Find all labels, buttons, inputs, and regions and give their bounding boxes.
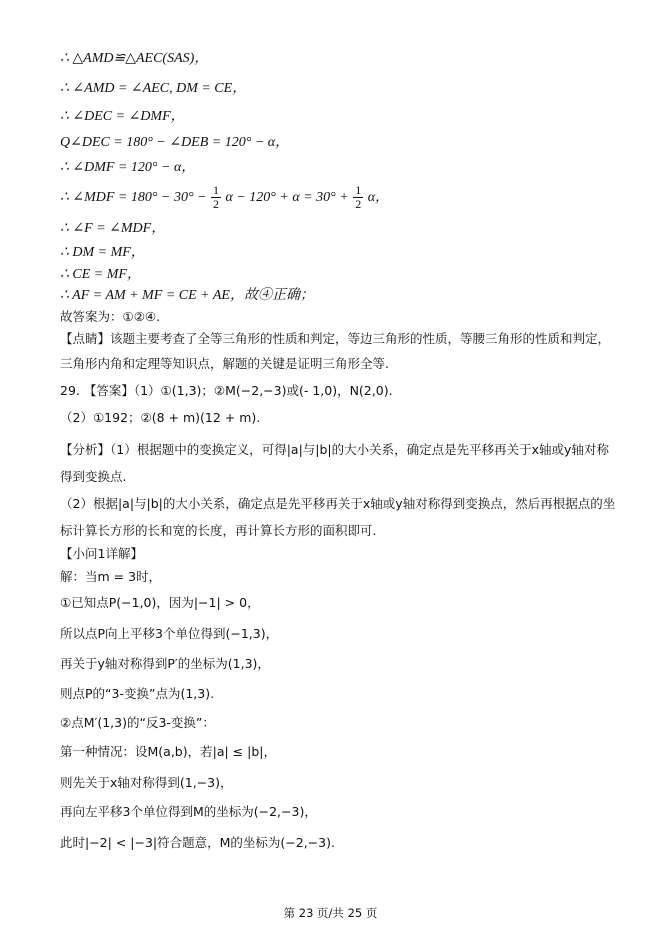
- proof-line-5: ∴ ∠DMF = 120° − α，: [60, 160, 196, 175]
- proof-line-10: ∴ AF = AM + MF = CE + AE，故④正确；: [60, 288, 314, 303]
- answer-line: 故答案为：①②④.: [60, 309, 161, 324]
- solution-line-2: ①已知点P(−1,0)，因为|−1| > 0，: [60, 595, 260, 610]
- solution-line-7: 第一种情况：设M(a,b)，若|a| ≤ |b|，: [60, 744, 276, 759]
- q29-answer-part-2: （2）①192；②(8 + m)(12 + m).: [60, 410, 261, 425]
- mdf-part-3: α，: [367, 190, 390, 205]
- solution-line-1: 解：当m = 3时，: [60, 569, 162, 584]
- q29-answer: 29. 【答案】（1）①(1,3)；②M(−2,−3)或(- 1,0)，N(2,0).: [60, 383, 393, 398]
- key-point-paragraph: 【点睛】该题主要考查了全等三角形的性质和判定，等边三角形的性质，等腰三角形的性质和判定，三角形内角和定理等知识点，解题的关键是证明三角形全等.: [60, 331, 611, 371]
- analysis-paragraph-2: （2）根据|a|与|b|的大小关系，确定点是先平移再关于x轴或y轴对称得到变换点，然后再根据点的坐标计算长方形的长和宽的长度，再计算长方形的面积即可.: [60, 496, 616, 538]
- solution-line-5: 则点P的“3-变换”点为(1,3).: [60, 686, 215, 701]
- proof-line-8: ∴ DM = MF，: [60, 245, 145, 260]
- fraction-half-2: $\frac{1}{2}$: [355, 183, 362, 212]
- solution-line-3: 所以点P向上平移3个单位得到(−1,3)，: [60, 626, 279, 641]
- solution-line-4: 再关于y轴对称得到P′的坐标为(1,3)，: [60, 656, 270, 671]
- page-number-footer: 第 23 页/共 25 页: [283, 906, 378, 920]
- proof-line-7: ∴ ∠F = ∠MDF，: [60, 221, 166, 236]
- proof-line-4: Q∠DEC = 180° − ∠DEB = 120° − α，: [60, 135, 290, 150]
- solution-line-9: 再向左平移3个单位得到M的坐标为(−2,−3)，: [60, 804, 317, 819]
- mdf-part-1: ∴ ∠MDF = 180° − 30° −: [60, 190, 207, 205]
- proof-line-2: ∴ ∠AMD = ∠AEC, DM = CE，: [60, 81, 247, 96]
- solution-line-8: 则先关于x轴对称得到(1,−3)，: [60, 775, 233, 790]
- sub-question-heading: 【小问1详解】: [60, 546, 143, 561]
- analysis-paragraph-1: 【分析】（1）根据题中的变换定义，可得|a|与|b|的大小关系，确定点是先平移再关于x轴或y轴对称得到变换点.: [60, 442, 609, 484]
- proof-line-6: [60, 183, 621, 213]
- solution-line-10: 此时|−2| < |−3|符合题意，M的坐标为(−2,−3).: [60, 835, 335, 850]
- fraction-half-1: $\frac{1}{2}$: [213, 183, 220, 212]
- proof-line-9: ∴ CE = MF，: [60, 267, 141, 282]
- proof-line-1: ∴ △AMD≌△AEC(SAS)，: [60, 51, 209, 66]
- mdf-part-2: α − 120° + α = 30° +: [225, 190, 349, 205]
- proof-line-3: ∴ ∠DEC = ∠DMF，: [60, 109, 185, 124]
- solution-line-6: ②点M′(1,3)的“反3-变换”：: [60, 715, 215, 730]
